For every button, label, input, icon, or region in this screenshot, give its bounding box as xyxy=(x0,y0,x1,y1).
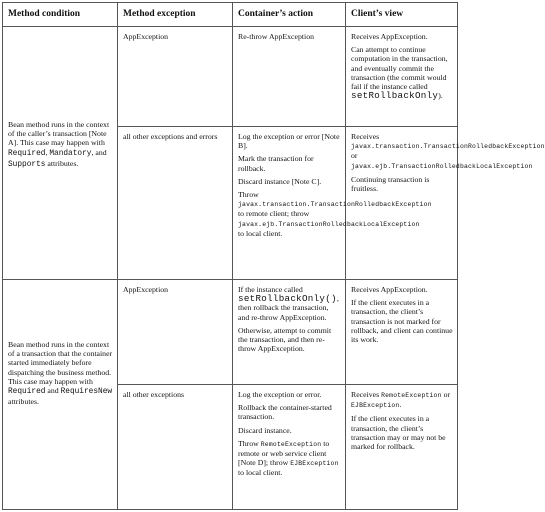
view-text: If the client executes in a transaction, the client’s transaction may or may not be marked for rollback. xyxy=(351,414,446,452)
sub-row-divider-2 xyxy=(117,384,458,385)
view-text: Can attempt to continue computation in the transaction, and eventually commit the transaction (the commit would fail if the instance called setRollbackOnly). xyxy=(351,45,448,102)
action-text: Log the exception or error [Note B]. xyxy=(238,132,340,151)
row1-other-view xyxy=(347,132,545,194)
row1-other-exception xyxy=(119,132,232,141)
action-text: If the instance called setRollbackOnly(), then rollback the transaction, and re-throw AppException. xyxy=(238,285,339,322)
row2-other-exception xyxy=(119,390,232,399)
header-method-exception: Method exception xyxy=(123,9,196,19)
row2-app-view xyxy=(347,285,458,344)
row-divider xyxy=(2,279,458,280)
view-text: Receives AppException. xyxy=(351,285,428,294)
column-divider-1 xyxy=(117,2,118,510)
column-divider-3 xyxy=(345,2,346,510)
action-text: Otherwise, attempt to commit the transaction, and then re-throw AppException. xyxy=(238,325,332,354)
view-text: Continuing transaction is fruitless. xyxy=(351,174,430,194)
table-border-bottom xyxy=(2,509,458,510)
header-containers-action: Container’s action xyxy=(238,9,314,19)
exception-label: all other exceptions xyxy=(123,390,185,399)
row1-app-action xyxy=(234,32,345,41)
row2-other-action xyxy=(234,390,345,478)
row2-condition-cell xyxy=(4,340,117,406)
row2-condition-text: Bean method runs in the context of a transaction that the container started immediately before dispatching the business method. xyxy=(8,340,113,377)
column-divider-2 xyxy=(232,2,233,510)
action-text: Discard instance [Note C]. xyxy=(238,176,322,186)
view-text: If the client executes in a transaction, the client’s transaction is not marked for rollback, and client can continue its work. xyxy=(351,298,453,345)
action-text: Re-throw AppException xyxy=(238,32,315,41)
action-text: Discard instance. xyxy=(238,425,292,435)
exception-label: AppException xyxy=(123,32,169,41)
row2-other-view xyxy=(347,390,458,451)
table-border-top xyxy=(2,2,458,3)
action-text: Throw RemoteException to remote or web service client [Note D]; throw EJBException to local client. xyxy=(238,438,339,478)
view-text: Receives AppException. xyxy=(351,32,428,41)
exception-label: all other exceptions and errors xyxy=(123,132,218,141)
action-text: Rollback the container-started transaction. xyxy=(238,403,332,422)
row2-app-action xyxy=(234,285,345,353)
row1-condition-text: Bean method runs in the context of the caller’s transaction [Note A]. This case may happen with Required, Mandatory, and Supports attributes. xyxy=(8,120,110,169)
exception-label: AppException xyxy=(123,285,169,294)
action-text: Throw javax.transaction.TransactionRolledbackException to remote client; throw javax.ejb.TransactionRolledbackLocalException to local client. xyxy=(238,190,432,238)
action-text: Mark the transaction for rollback. xyxy=(238,154,314,173)
header-method-condition: Method condition xyxy=(8,9,81,19)
table-border-left xyxy=(2,2,3,510)
view-text: Receives javax.transaction.TransactionRolledbackException or javax.ejb.TransactionRolledbackLocalException xyxy=(351,132,545,170)
header-clients-view: Client’s view xyxy=(351,9,404,19)
row2-app-exception xyxy=(119,285,232,294)
row1-app-exception xyxy=(119,32,232,41)
header-divider xyxy=(2,26,458,27)
row2-condition-text: This case may happen with Required and RequiresNew attributes. xyxy=(8,376,113,407)
row1-app-view xyxy=(347,32,458,100)
view-text: Receives RemoteException or EJBException. xyxy=(351,390,451,410)
transaction-exception-table xyxy=(2,2,545,510)
sub-row-divider-1 xyxy=(117,126,458,127)
action-text: Log the exception or error. xyxy=(238,390,322,399)
row1-condition-cell xyxy=(4,120,117,170)
